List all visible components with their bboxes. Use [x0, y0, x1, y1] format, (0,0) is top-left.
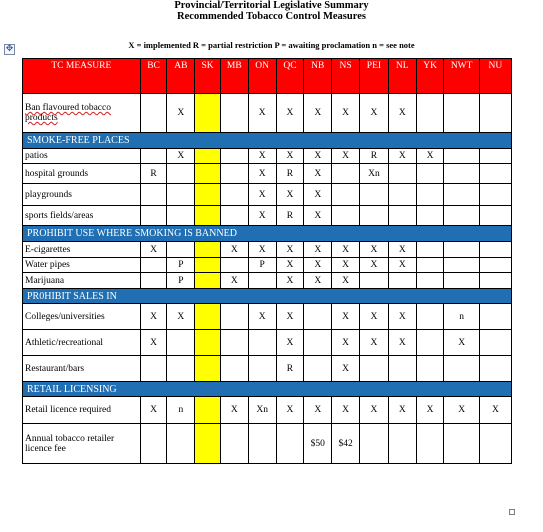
status-cell-nb [304, 356, 332, 382]
status-cell-mb [220, 356, 248, 382]
status-cell-mb [220, 258, 248, 273]
status-cell-yk [416, 356, 444, 382]
status-cell-mb: X [220, 273, 248, 289]
column-header-nb: NB [304, 59, 332, 94]
status-cell-nwt: X [444, 330, 479, 356]
status-cell-nwt [444, 164, 479, 184]
status-cell-pei [359, 424, 388, 464]
section-row [23, 133, 512, 149]
column-header-pei: PEI [359, 59, 388, 94]
status-cell-bc [140, 149, 167, 164]
title-line-2: Recommended Tobacco Control Measures [177, 11, 366, 22]
status-cell-ns: X [332, 149, 360, 164]
status-cell-nb: X [304, 242, 332, 258]
status-cell-nu: X [479, 397, 511, 424]
status-cell-qc [276, 424, 304, 464]
status-cell-ns: $42 [332, 424, 360, 464]
status-cell-nb: X [304, 94, 332, 133]
status-cell-mb [220, 149, 248, 164]
status-cell-on: X [248, 206, 276, 226]
status-cell-nwt [444, 94, 479, 133]
status-cell-ab [167, 330, 195, 356]
status-cell-ns: X [332, 304, 360, 330]
table-move-handle-icon[interactable]: ✥ [5, 44, 14, 54]
status-cell-nl: X [388, 94, 416, 133]
column-header-ns: NS [332, 59, 360, 94]
status-cell-qc: X [276, 94, 304, 133]
status-cell-sk [195, 242, 221, 258]
column-header-measure: TC MEASURE [23, 59, 141, 94]
status-cell-nu [479, 206, 511, 226]
status-cell-qc: X [276, 273, 304, 289]
status-cell-yk [416, 304, 444, 330]
status-cell-ab [167, 424, 195, 464]
status-cell-ab: X [167, 304, 195, 330]
status-cell-yk [416, 242, 444, 258]
status-cell-bc: X [140, 304, 167, 330]
status-cell-nu [479, 242, 511, 258]
section-label: RETAIL LICENSING [23, 382, 512, 397]
status-cell-nwt: X [444, 397, 479, 424]
status-cell-nb: X [304, 206, 332, 226]
status-cell-pei: X [359, 304, 388, 330]
status-cell-pei: X [359, 94, 388, 133]
measure-label: Restaurant/bars [23, 356, 141, 382]
title-line-1: Provincial/Territorial Legislative Summary [174, 0, 369, 11]
measure-label: Colleges/universities [23, 304, 141, 330]
status-cell-on: X [248, 149, 276, 164]
status-cell-nu [479, 149, 511, 164]
status-cell-nl [388, 164, 416, 184]
status-cell-bc: R [140, 164, 167, 184]
status-cell-sk [195, 206, 221, 226]
status-cell-sk [195, 304, 221, 330]
status-cell-nb: X [304, 164, 332, 184]
status-cell-nl: X [388, 330, 416, 356]
status-cell-nu [479, 356, 511, 382]
status-cell-nwt [444, 273, 479, 289]
status-cell-on [248, 356, 276, 382]
status-cell-qc: X [276, 184, 304, 206]
column-header-nu: NU [479, 59, 511, 94]
table-row [23, 258, 512, 273]
status-cell-yk [416, 184, 444, 206]
document-title [0, 0, 543, 22]
status-cell-yk [416, 424, 444, 464]
status-cell-yk [416, 258, 444, 273]
status-cell-ns [332, 184, 360, 206]
status-cell-ns [332, 206, 360, 226]
status-cell-on: X [248, 94, 276, 133]
measure-label: Water pipes [23, 258, 141, 273]
status-cell-sk [195, 94, 221, 133]
table-row [23, 206, 512, 226]
section-row [23, 226, 512, 242]
status-cell-yk [416, 330, 444, 356]
legislative-summary-table [22, 58, 512, 464]
status-cell-on [248, 273, 276, 289]
status-cell-nb: X [304, 184, 332, 206]
column-header-nl: NL [388, 59, 416, 94]
status-cell-on: X [248, 304, 276, 330]
status-cell-on: Xn [248, 397, 276, 424]
table-row [23, 397, 512, 424]
status-cell-yk: X [416, 397, 444, 424]
status-cell-nu [479, 424, 511, 464]
status-cell-nb [304, 304, 332, 330]
status-cell-ns: X [332, 356, 360, 382]
status-cell-nu [479, 184, 511, 206]
table-row [23, 164, 512, 184]
status-cell-nb: $50 [304, 424, 332, 464]
status-cell-ns: X [332, 242, 360, 258]
status-cell-pei [359, 184, 388, 206]
status-cell-bc: X [140, 330, 167, 356]
status-cell-mb [220, 304, 248, 330]
status-cell-nu [479, 273, 511, 289]
status-cell-bc [140, 184, 167, 206]
table-row [23, 304, 512, 330]
status-cell-nl [388, 206, 416, 226]
status-cell-qc: X [276, 258, 304, 273]
status-cell-yk [416, 273, 444, 289]
status-cell-bc [140, 424, 167, 464]
status-cell-ab [167, 184, 195, 206]
status-cell-mb [220, 206, 248, 226]
status-cell-on [248, 424, 276, 464]
status-cell-qc: R [276, 206, 304, 226]
status-cell-pei: Xn [359, 164, 388, 184]
status-cell-nb: X [304, 397, 332, 424]
status-cell-sk [195, 164, 221, 184]
table-row [23, 184, 512, 206]
status-cell-mb: X [220, 242, 248, 258]
status-cell-pei: X [359, 330, 388, 356]
section-label: PR0HIBIT SALES IN [23, 289, 512, 304]
table-row [23, 330, 512, 356]
measure-label: playgrounds [23, 184, 141, 206]
status-cell-bc [140, 94, 167, 133]
status-cell-sk [195, 149, 221, 164]
table-row [23, 273, 512, 289]
status-cell-ab: n [167, 397, 195, 424]
status-cell-nwt [444, 206, 479, 226]
status-cell-nl: X [388, 258, 416, 273]
table-row [23, 356, 512, 382]
status-cell-ns: X [332, 273, 360, 289]
status-cell-nwt [444, 149, 479, 164]
status-cell-yk: X [416, 149, 444, 164]
status-cell-sk [195, 356, 221, 382]
status-cell-nwt [444, 242, 479, 258]
measure-label: Marijuana [23, 273, 141, 289]
status-cell-nb: X [304, 149, 332, 164]
legend-line: X = implemented R = partial restriction P = awaiting proclamation n = see note [128, 40, 415, 50]
status-cell-ns: X [332, 94, 360, 133]
column-header-yk: YK [416, 59, 444, 94]
status-cell-nb: X [304, 258, 332, 273]
status-cell-sk [195, 424, 221, 464]
status-cell-mb [220, 164, 248, 184]
status-cell-mb [220, 330, 248, 356]
status-cell-ab: P [167, 258, 195, 273]
table-row [23, 242, 512, 258]
status-cell-nwt [444, 258, 479, 273]
status-cell-ab [167, 164, 195, 184]
status-cell-on: X [248, 184, 276, 206]
status-cell-ab [167, 206, 195, 226]
status-cell-pei: R [359, 149, 388, 164]
status-cell-pei [359, 206, 388, 226]
status-cell-bc [140, 258, 167, 273]
status-cell-nl: X [388, 397, 416, 424]
status-cell-ab: X [167, 94, 195, 133]
measure-label: Retail licence required [23, 397, 141, 424]
status-cell-nu [479, 304, 511, 330]
section-row [23, 289, 512, 304]
status-cell-bc: X [140, 242, 167, 258]
status-cell-nb [304, 330, 332, 356]
status-cell-bc [140, 356, 167, 382]
status-cell-yk [416, 164, 444, 184]
status-cell-bc: X [140, 397, 167, 424]
status-cell-ab [167, 356, 195, 382]
status-cell-ns: X [332, 397, 360, 424]
status-cell-ab [167, 242, 195, 258]
status-cell-on: X [248, 242, 276, 258]
status-cell-on: P [248, 258, 276, 273]
section-label: PROHIBIT USE WHERE SMOKING IS BANNED [23, 226, 512, 242]
status-cell-sk [195, 330, 221, 356]
status-cell-mb [220, 184, 248, 206]
status-cell-qc: X [276, 149, 304, 164]
status-cell-nwt: n [444, 304, 479, 330]
status-cell-mb [220, 94, 248, 133]
status-cell-nu [479, 164, 511, 184]
status-cell-nwt [444, 424, 479, 464]
measure-label: Athletic/recreational [23, 330, 141, 356]
measure-label: E-cigarettes [23, 242, 141, 258]
status-cell-nwt [444, 184, 479, 206]
table-row [23, 94, 512, 133]
status-cell-nl [388, 184, 416, 206]
status-cell-nu [479, 330, 511, 356]
status-cell-yk [416, 94, 444, 133]
section-label: SMOKE-FREE PLACES [23, 133, 512, 149]
column-header-bc: BC [140, 59, 167, 94]
status-cell-qc: X [276, 330, 304, 356]
status-cell-on [248, 330, 276, 356]
status-cell-qc: R [276, 356, 304, 382]
measure-label: sports fields/areas [23, 206, 141, 226]
status-cell-mb: X [220, 397, 248, 424]
status-cell-ns: X [332, 330, 360, 356]
column-header-qc: QC [276, 59, 304, 94]
status-cell-nl: X [388, 149, 416, 164]
status-cell-pei [359, 356, 388, 382]
status-cell-nl: X [388, 304, 416, 330]
status-cell-nl [388, 273, 416, 289]
section-row [23, 382, 512, 397]
status-cell-sk [195, 397, 221, 424]
table-resize-handle[interactable] [509, 509, 515, 515]
status-cell-qc: X [276, 304, 304, 330]
header-row [23, 59, 512, 94]
status-cell-qc: X [276, 242, 304, 258]
status-cell-sk [195, 258, 221, 273]
measure-label: patios [23, 149, 141, 164]
status-cell-nl [388, 424, 416, 464]
status-cell-nu [479, 258, 511, 273]
status-cell-pei [359, 273, 388, 289]
measure-label: Annual tobacco retailer licence fee [23, 424, 141, 464]
status-cell-ns: X [332, 258, 360, 273]
status-cell-nb: X [304, 273, 332, 289]
status-cell-sk [195, 273, 221, 289]
measure-label: hospital grounds [23, 164, 141, 184]
column-header-ab: AB [167, 59, 195, 94]
table-row [23, 149, 512, 164]
status-cell-pei: X [359, 258, 388, 273]
measure-label: Ban flavoured tobacco products [23, 94, 141, 133]
status-cell-pei: X [359, 397, 388, 424]
status-cell-yk [416, 206, 444, 226]
status-cell-ab: P [167, 273, 195, 289]
column-header-on: ON [248, 59, 276, 94]
status-cell-bc [140, 273, 167, 289]
status-cell-qc: X [276, 397, 304, 424]
table-row [23, 424, 512, 464]
status-cell-nl: X [388, 242, 416, 258]
status-cell-ns [332, 164, 360, 184]
status-cell-nwt [444, 356, 479, 382]
status-cell-sk [195, 184, 221, 206]
column-header-nwt: NWT [444, 59, 479, 94]
status-cell-on: X [248, 164, 276, 184]
status-cell-mb [220, 424, 248, 464]
column-header-sk: SK [195, 59, 221, 94]
status-cell-nl [388, 356, 416, 382]
status-cell-pei: X [359, 242, 388, 258]
status-cell-nu [479, 94, 511, 133]
status-cell-bc [140, 206, 167, 226]
status-cell-ab: X [167, 149, 195, 164]
status-cell-qc: R [276, 164, 304, 184]
column-header-mb: MB [220, 59, 248, 94]
